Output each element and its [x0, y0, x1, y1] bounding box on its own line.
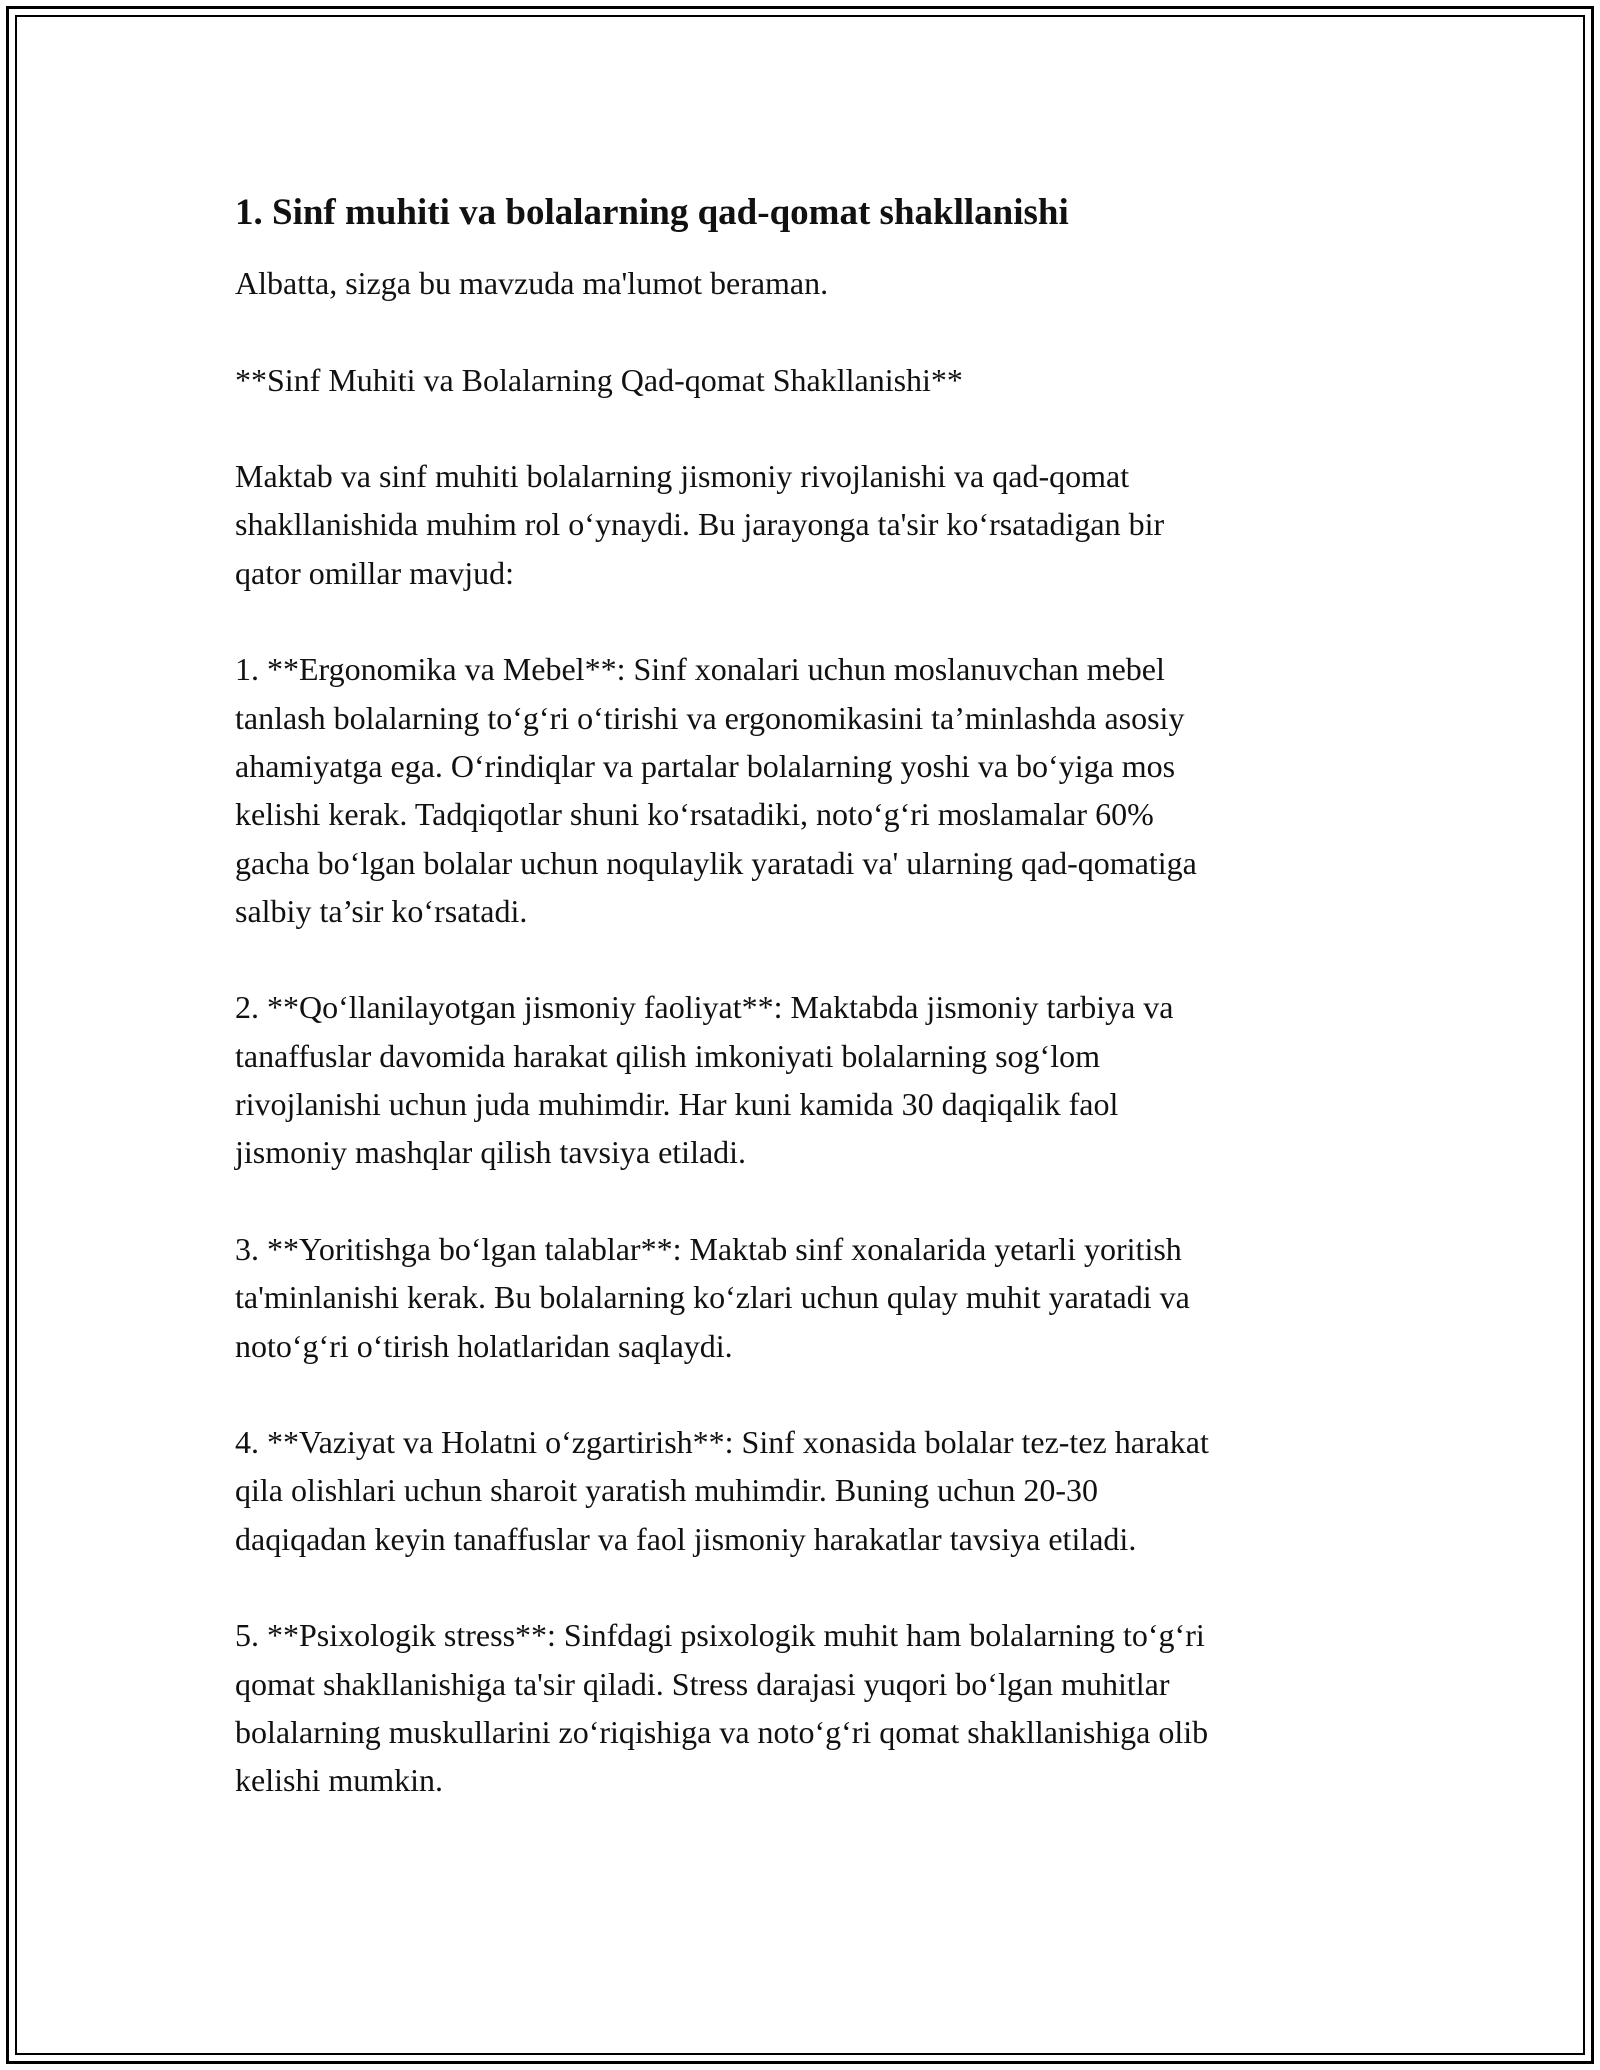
section-heading-paragraph: **Sinf Muhiti va Bolalarning Qad-qomat Shakllanishi**: [235, 361, 963, 398]
list-item-posture-change: 4. **Vaziyat va Holatni o‘zgartirish**: Sinf xonasida bolalar tez-tez harakat qila olishlari uchun sharoit yaratish muhimdir. Buning uchun 20-30 daqiqadan keyin tanaffuslar va faol jismoniy harakatlar tavsiya etiladi.: [235, 1424, 1209, 1557]
list-item-ergonomics: 1. **Ergonomika va Mebel**: Sinf xonalari uchun moslanuvchan mebel tanlash bolalarning to‘g‘ri o‘tirishi va ergonomikasini ta’minlashda asosiy ahamiyatga ega. O‘rindiqlar va partalar bolalarning yoshi va bo‘yiga mos kelishi kerak. Tadqiqotlar shuni ko‘rsatadiki, noto‘g‘ri moslamalar 60% gacha bo‘lgan bolalar uchun noqulaylik yaratadi va' ularning qad-qomatiga salbiy ta’sir ko‘rsatadi.: [235, 651, 1197, 929]
document-title: 1. Sinf muhiti va bolalarning qad-qomat shakllanishi: [235, 192, 1069, 233]
list-item-lighting: 3. **Yoritishga bo‘lgan talablar**: Maktab sinf xonalarida yetarli yoritish ta'minlanishi kerak. Bu bolalarning ko‘zlari uchun qulay muhit yaratadi va noto‘g‘ri o‘tirish holatlaridan saqlaydi.: [235, 1230, 1190, 1364]
intro-paragraph: Albatta, sizga bu mavzuda ma'lumot beraman.: [235, 265, 829, 301]
document-body: [235, 185, 1375, 1853]
overview-paragraph: Maktab va sinf muhiti bolalarning jismoniy rivojlanishi va qad-qomat shakllanishida muhim rol o‘ynaydi. Bu jarayonga ta'sir ko‘rsatadigan bir qator omillar mavjud:: [235, 458, 1165, 591]
list-item-psychological-stress: 5. **Psixologik stress**: Sinfdagi psixologik muhit ham bolalarning to‘g‘ri qomat shakllanishiga ta'sir qiladi. Stress darajasi yuqori bo‘lgan muhitlar bolalarning muskullarini zo‘riqishiga va noto‘g‘ri qomat shakllanishiga olib kelishi mumkin.: [235, 1617, 1209, 1799]
list-item-physical-activity: 2. **Qo‘llanilayotgan jismoniy faoliyat**: Maktabda jismoniy tarbiya va tanaffuslar davomida harakat qilish imkoniyati bolalarning sog‘lom rivojlanishi uchun juda muhimdir. Har kuni kamida 30 daqiqalik faol jismoniy mashqlar qilish tavsiya etiladi.: [235, 989, 1174, 1171]
